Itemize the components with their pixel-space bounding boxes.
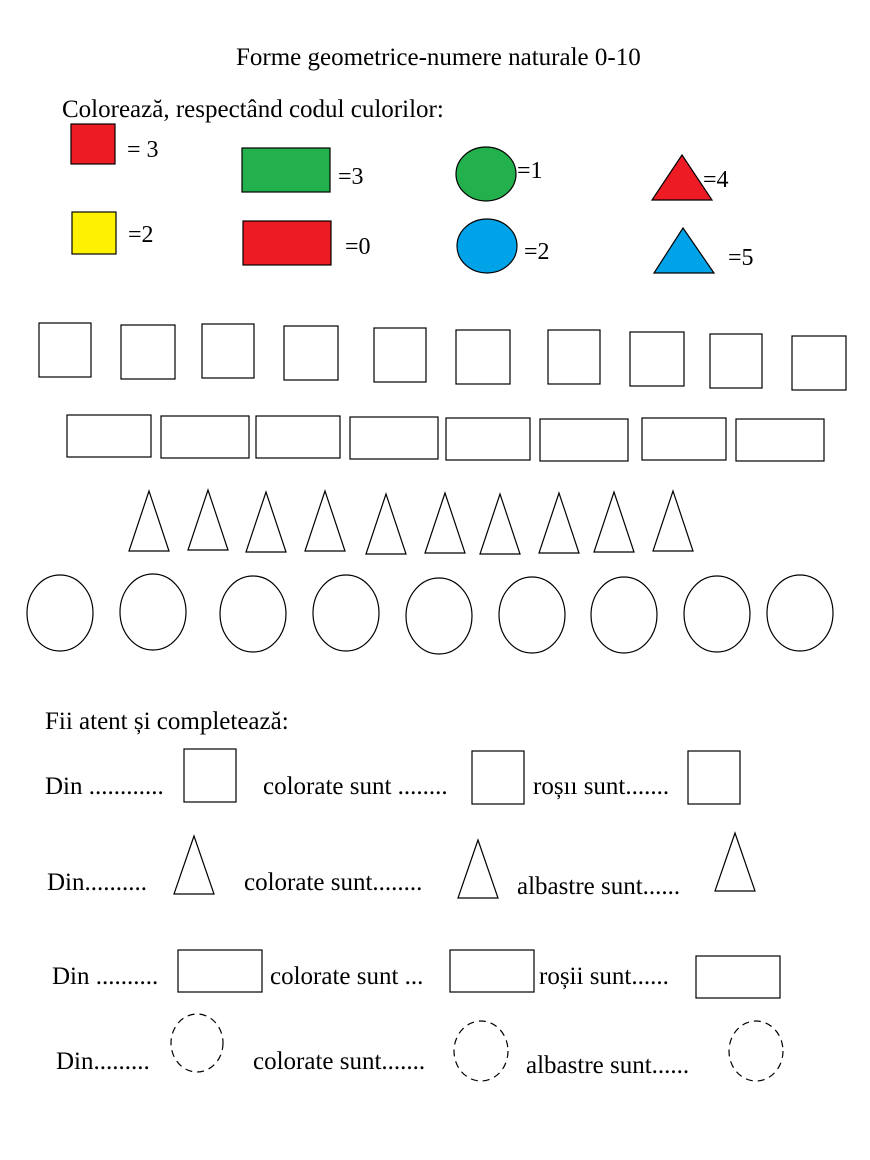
row2-colorate: colorate sunt........ [244,869,423,896]
row4-colorate: colorate sunt....... [253,1048,426,1075]
circle-shape[interactable] [406,578,472,654]
row2-din: Din.......... [47,869,147,896]
square-shape[interactable] [121,325,175,379]
row3-colorate: colorate sunt ... [270,963,424,990]
row4-dashed-circle [171,1014,223,1072]
page-title: Forme geometrice-numere naturale 0-10 [236,44,641,71]
square-shape[interactable] [456,330,510,384]
circle-shape[interactable] [313,575,379,651]
triangle-shape[interactable] [305,491,345,551]
legend-label-red-triangle: =4 [703,167,729,193]
circle-shape[interactable] [684,576,750,652]
circle-shape[interactable] [499,577,565,653]
square-shape[interactable] [710,334,762,388]
row2-triangle [458,840,498,898]
circle-shape[interactable] [27,575,93,651]
legend-blue-circle [457,219,517,273]
row3-rectangle-box [450,950,534,992]
square-shape[interactable] [39,323,91,377]
rectangle-shape[interactable] [350,417,438,459]
row1-din: Din ............ [45,773,164,800]
row4-dashed-circle [454,1021,508,1081]
triangle-shape[interactable] [653,491,693,551]
legend-label-red-rectangle: =0 [345,234,371,260]
triangle-shape[interactable] [539,493,579,553]
rectangle-shape[interactable] [736,419,824,461]
square-shape[interactable] [374,328,426,382]
rectangle-shape[interactable] [540,419,628,461]
legend-label-green-circle: =1 [517,158,543,184]
triangle-shape[interactable] [425,493,465,553]
row4-albastre: albastre sunt...... [526,1052,690,1079]
circle-shape[interactable] [767,575,833,651]
legend-green-rectangle [242,148,330,192]
legend-yellow-square [72,212,116,254]
legend-label-red-square: = 3 [127,137,159,163]
row1-square-box [472,751,524,804]
circle-shape[interactable] [220,576,286,652]
section2-heading: Fii atent și completează: [45,708,289,735]
triangle-shape[interactable] [480,494,520,554]
rectangle-shape[interactable] [67,415,151,457]
rectangle-shape[interactable] [161,416,249,458]
legend-red-triangle [652,155,712,200]
legend-blue-triangle [654,228,714,273]
rectangle-shape[interactable] [642,418,726,460]
triangle-shape[interactable] [129,491,169,551]
row3-rosii: roșii sunt...... [539,963,669,990]
legend-label-green-rectangle: =3 [338,164,364,190]
row1-colorate: colorate sunt ........ [263,773,448,800]
legend-red-rectangle [243,221,331,265]
row4-dashed-circle [729,1021,783,1081]
instruction-text: Colorează, respectând codul culorilor: [62,96,444,123]
square-shape[interactable] [548,330,600,384]
row3-rectangle-box [696,956,780,998]
legend-label-yellow-square: =2 [128,222,154,248]
row3-din: Din .......... [52,963,159,990]
row2-triangle [715,833,755,891]
row1-square-box [184,749,236,802]
circle-shape[interactable] [120,574,186,650]
legend-label-blue-triangle: =5 [728,245,754,271]
row1-rosii: roșıı sunt....... [533,773,670,800]
row4-din: Din......... [56,1048,150,1075]
triangle-shape[interactable] [366,494,406,554]
rectangle-shape[interactable] [256,416,340,458]
square-shape[interactable] [792,336,846,390]
legend-red-square [71,124,115,164]
triangle-shape[interactable] [594,492,634,552]
rectangle-shape[interactable] [446,418,530,460]
legend-label-blue-circle: =2 [524,239,550,265]
circle-shape[interactable] [591,577,657,653]
row2-albastre: albastre sunt...... [517,873,681,900]
row3-rectangle-box [178,950,262,992]
square-shape[interactable] [202,324,254,378]
square-shape[interactable] [630,332,684,386]
row1-square-box [688,751,740,804]
row2-triangle [174,836,214,894]
triangle-shape[interactable] [246,492,286,552]
square-shape[interactable] [284,326,338,380]
triangle-shape[interactable] [188,490,228,550]
legend-green-circle [456,147,516,201]
